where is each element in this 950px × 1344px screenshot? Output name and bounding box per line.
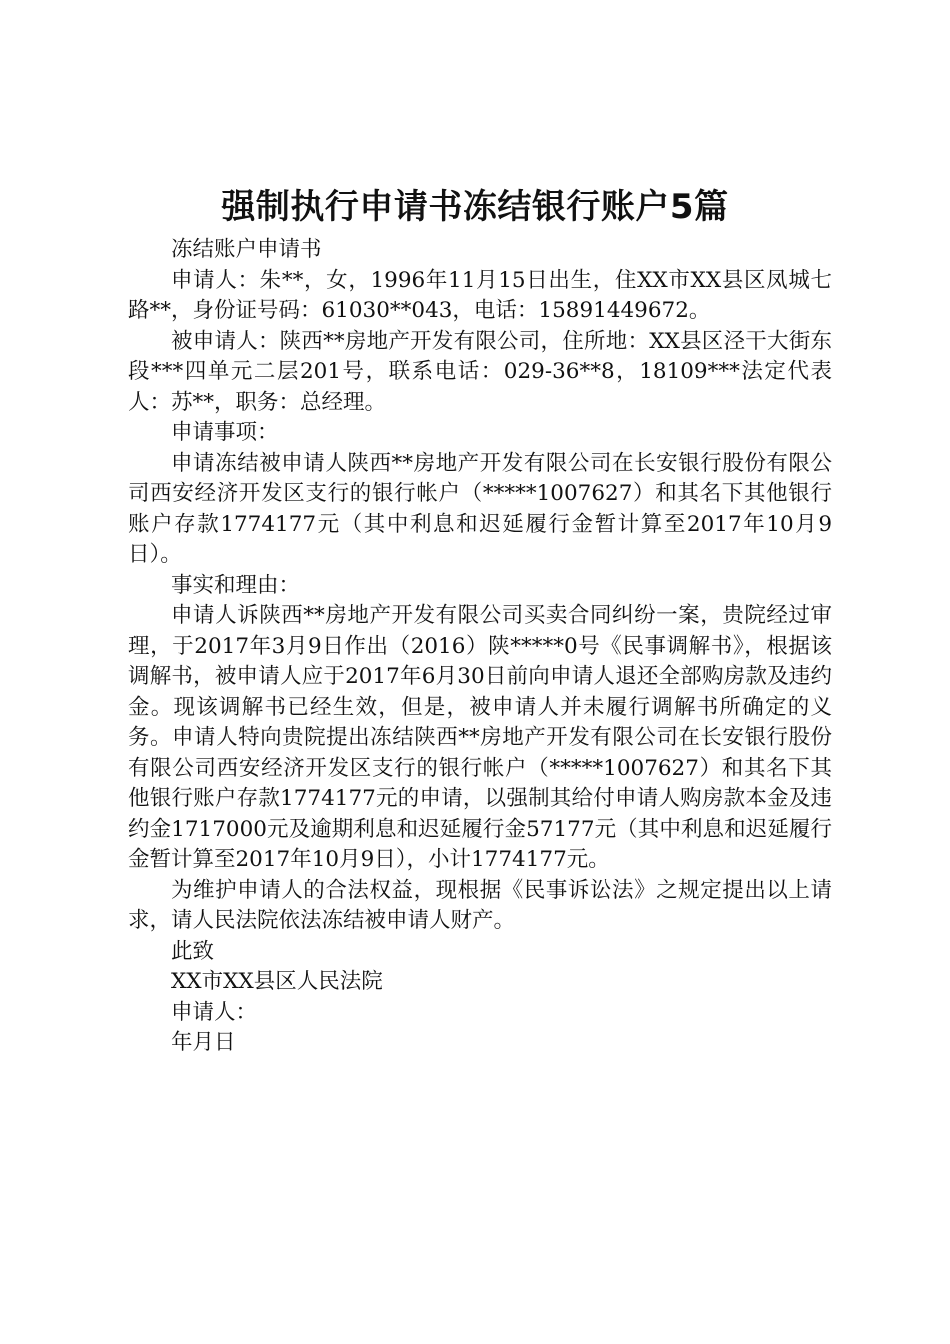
heading-facts-reasons: 事实和理由： [171,572,301,598]
heading-application-items: 申请事项： [171,420,279,445]
recipient-court: XX市XX县区人民法院 [171,969,383,994]
paragraph-request: 为维护申请人的合法权益，现根据《民事诉讼法》之规定提出以上请求，请人民法院依法冻结被申请人财产。 [128,877,832,933]
paragraph-facts-reasons: 申请人诉陕西**房地产开发有限公司买卖合同纠纷一案，贵院经过审理，于2017年3月9日作出（2016）陕*****0号《民事调解书》，根据该调解书，被申请人应于2017年6月30日前向申请人退还全部购房款及违约金。现该调解书已经生效，但是，被申请人并未履行调解书所确定的义务。申请人特向贵院提出冻结陕西**房地产开发有限公司在长安银行股份有限公司西安经济开发区支行的银行帐户（*****1007627）和其名下其他银行账户存款1774177元的申请，以强制其给付申请人购房款本金及违约金1717000元及逾期利息和迟延履行金57177元（其中利息和迟延履行金暂计算至2017年10月9日），小计1774177元。 [128,603,832,872]
paragraph-applicant: 申请人：朱**，女，1996年11月15日出生，住XX市XX县区凤城七路**，身份证号码：61030**043，电话：15891449672。 [128,267,832,323]
document-body [128,235,832,1059]
paragraph-subtitle: 冻结账户申请书 [171,237,322,262]
signature-date: 年月日 [171,1030,236,1055]
closing-salutation: 此致 [171,938,215,964]
document-title: 强制执行申请书冻结银行账户5篇 [221,187,729,227]
signature-applicant: 申请人： [171,999,258,1025]
paragraph-respondent: 被申请人：陕西**房地产开发有限公司，住所地：XX县区泾干大街东段***四单元二层201号，联系电话：029-36**8，18109***法定代表人：苏**，职务：总经理。 [128,328,832,415]
paragraph-application-items: 申请冻结被申请人陕西**房地产开发有限公司在长安银行股份有限公司西安经济开发区支行的银行帐户（*****1007627）和其名下其他银行账户存款1774177元（其中利息和迟延履行金暂计算至2017年10月9日）。 [128,450,832,567]
